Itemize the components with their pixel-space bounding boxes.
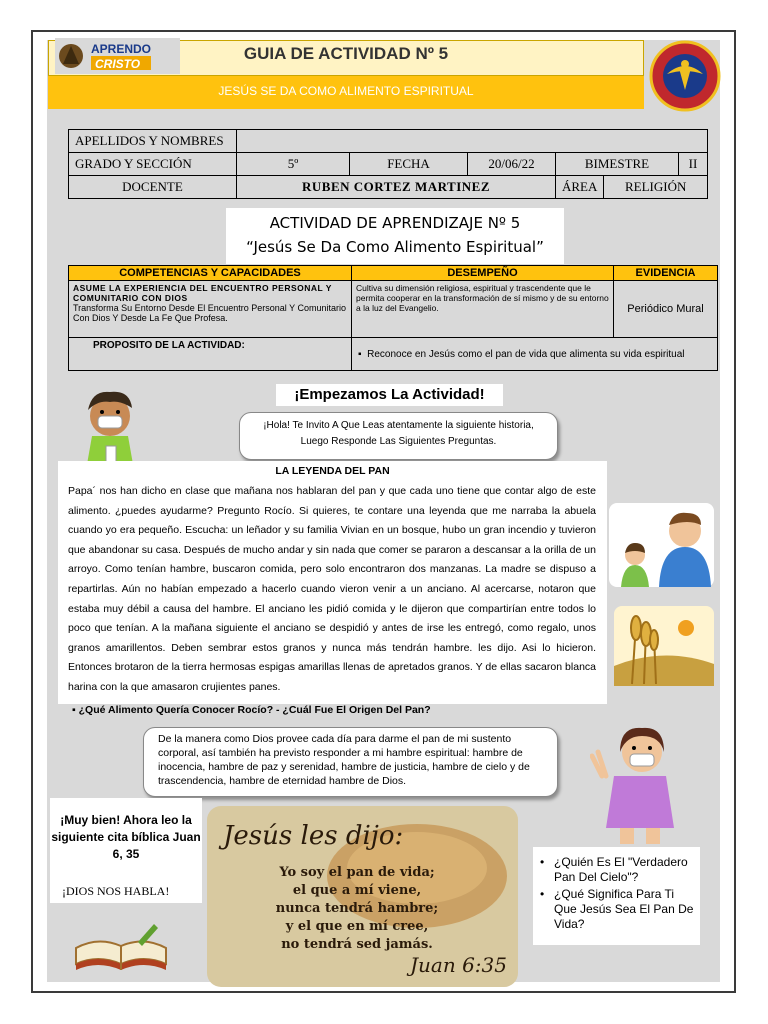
verse-line-3: nunca tendrá hambre; [275, 901, 439, 916]
activity-subtitle: “Jesús Se Da Como Alimento Espiritual” [246, 238, 544, 256]
open-bible-icon [72, 918, 170, 974]
competencies-table [68, 265, 718, 371]
verse-line-1: Yo soy el pan de vida; [279, 865, 435, 880]
intro-speech-bubble: ¡Hola! Te Invito A Que Leas atentamente la siguiente historia, Luego Responde Las Siguientes Preguntas. [239, 412, 558, 460]
story-title: LA LEYENDA DEL PAN [275, 465, 390, 477]
verse-heading: Jesús les dijo: [223, 821, 404, 851]
activity-title: ACTIVIDAD DE APRENDIZAJE Nº 5 [269, 214, 521, 232]
start-banner: ¡Empezamos La Actividad! [294, 386, 485, 403]
page-subtitle: JESÚS SE DA COMO ALIMENTO ESPIRITUAL [218, 84, 474, 98]
capacidad-text: Transforma Su Entorno Desde El Encuentro Personal Y Comunitario Con Dios Y Desde La Fe Que Profesa. [73, 303, 346, 323]
evidencia-text: Periódico Mural [614, 281, 718, 338]
svg-text:APRENDO: APRENDO [91, 42, 152, 56]
header-evidencia: EVIDENCIA [614, 266, 718, 281]
desempeno-text: Cultiva su dimensión religiosa, espiritual y trascendente que le permita cooperar en la transformación de sí mismo y de su entorno a la luz del Evangelio. [352, 281, 614, 338]
proposito-label: PROPOSITO DE LA ACTIVIDAD: [69, 338, 352, 371]
competencia-text: ASUME LA EXPERIENCIA DEL ENCUENTRO PERSONAL Y COMUNITARIO CON DIOS [73, 283, 332, 303]
questions-list [538, 855, 698, 934]
bullet-icon: ▪ [358, 348, 368, 360]
docente-label: DOCENTE [69, 176, 237, 199]
fecha-label: FECHA [350, 153, 468, 176]
question-item: • ¿Quién Es El "Verdadero Pan Del Cielo"? [538, 855, 698, 885]
area-value: RELIGIÓN [604, 176, 708, 199]
dios-nos-habla-label: ¡DIOS NOS HABLA! [62, 884, 170, 898]
reading-prompt: ¡Muy bien! Ahora leo la siguiente cita bíblica Juan 6, 35 [51, 813, 201, 861]
header-competencias: COMPETENCIAS Y CAPACIDADES [69, 266, 352, 281]
boy-illustration [70, 386, 150, 470]
wheat-field-illustration [614, 606, 714, 686]
grado-label: GRADO Y SECCIÓN [69, 153, 237, 176]
fecha-value: 20/06/22 [468, 153, 556, 176]
bimestre-label: BIMESTRE [556, 153, 679, 176]
story-question: ▪ ¿Qué Alimento Quería Conocer Rocío? - ¿Cuál Fue El Origen Del Pan? [72, 704, 431, 716]
grado-value: 5º [237, 153, 350, 176]
reflection-speech-bubble: De la manera como Dios provee cada día para darme el pan de mi sustento corporal, así también ha previsto responder a mi hambre espiritual: hambre de inocencia, hambre de paz y serenidad, hambre de justicia, hambre de cielo y de trascendencia, hambre de eternidad hambre de Dios. [143, 727, 558, 797]
aprendo-cristo-logo [55, 38, 180, 74]
verse-line-4: y el que en mí cree, [285, 919, 429, 934]
story-text: Papa´ nos han dicho en clase que mañana nos hablaran del pan y que cada uno tiene que contar algo de este alimento. ¿puedes ayudarme? Pregunto Rocío. Si quieres, te contare una leyenda que me narraba la abuela cuando yo era pequeño. Escucha: un leñador y su familia Vivian en un bosque, hubo un gran incendio y tuvieron que abandonar su casa. Después de mucho andar y sin nada que comer se pararon a descansar a la orilla de un arroyo. Como tenían hambre, buscaron comida, pero solo encontraron dos manzanas. La madre se dispuso a repartirlas. Aún no habían empezado a hacerlo cuando vieron venir a un anciano. Al acercarse, notaron que estaba muy débil a causa del hambre. El anciano les pidió comida y le dijeron que compartirían entre todos lo poco que tenían. A la mañana siguiente el anciano se despidió y antes de irse les entregó, como regalo, unos granos amarillentos. Deben sembrar estos granos y nunca más tendrán hambre. les dijo. Asi lo hicieron. Entonces brotaron de la tierra hermosas espigas amarillas llenas de apretados granos. Y de ellas sacaron blanca harina con la que amasaron crujientes panes. [68, 485, 596, 693]
bible-verse-image [207, 806, 518, 987]
apellidos-field[interactable] [237, 130, 708, 153]
apellidos-label: APELLIDOS Y NOMBRES [69, 130, 237, 153]
proposito-text: Reconoce en Jesús como el pan de vida que alimenta su vida espiritual [367, 348, 685, 360]
question-item: • ¿Qué Significa Para Ti Que Jesús Sea El Pan De Vida? [538, 887, 698, 932]
header-desempeno: DESEMPEÑO [352, 266, 614, 281]
verse-line-2: el que a mí viene, [292, 883, 422, 898]
school-crest-logo [645, 38, 725, 113]
father-child-illustration [609, 503, 714, 587]
girl-illustration [590, 716, 690, 846]
page-title: GUIA DE ACTIVIDAD Nº 5 [243, 44, 449, 63]
verse-line-5: no tendrá sed jamás. [281, 937, 433, 952]
bimestre-value: II [679, 153, 708, 176]
svg-text:CRISTO: CRISTO [95, 57, 141, 71]
verse-reference: Juan 6:35 [410, 953, 507, 977]
area-label: ÁREA [556, 176, 604, 199]
docente-value: RUBEN CORTEZ MARTINEZ [237, 176, 556, 199]
student-info-table [68, 129, 708, 199]
